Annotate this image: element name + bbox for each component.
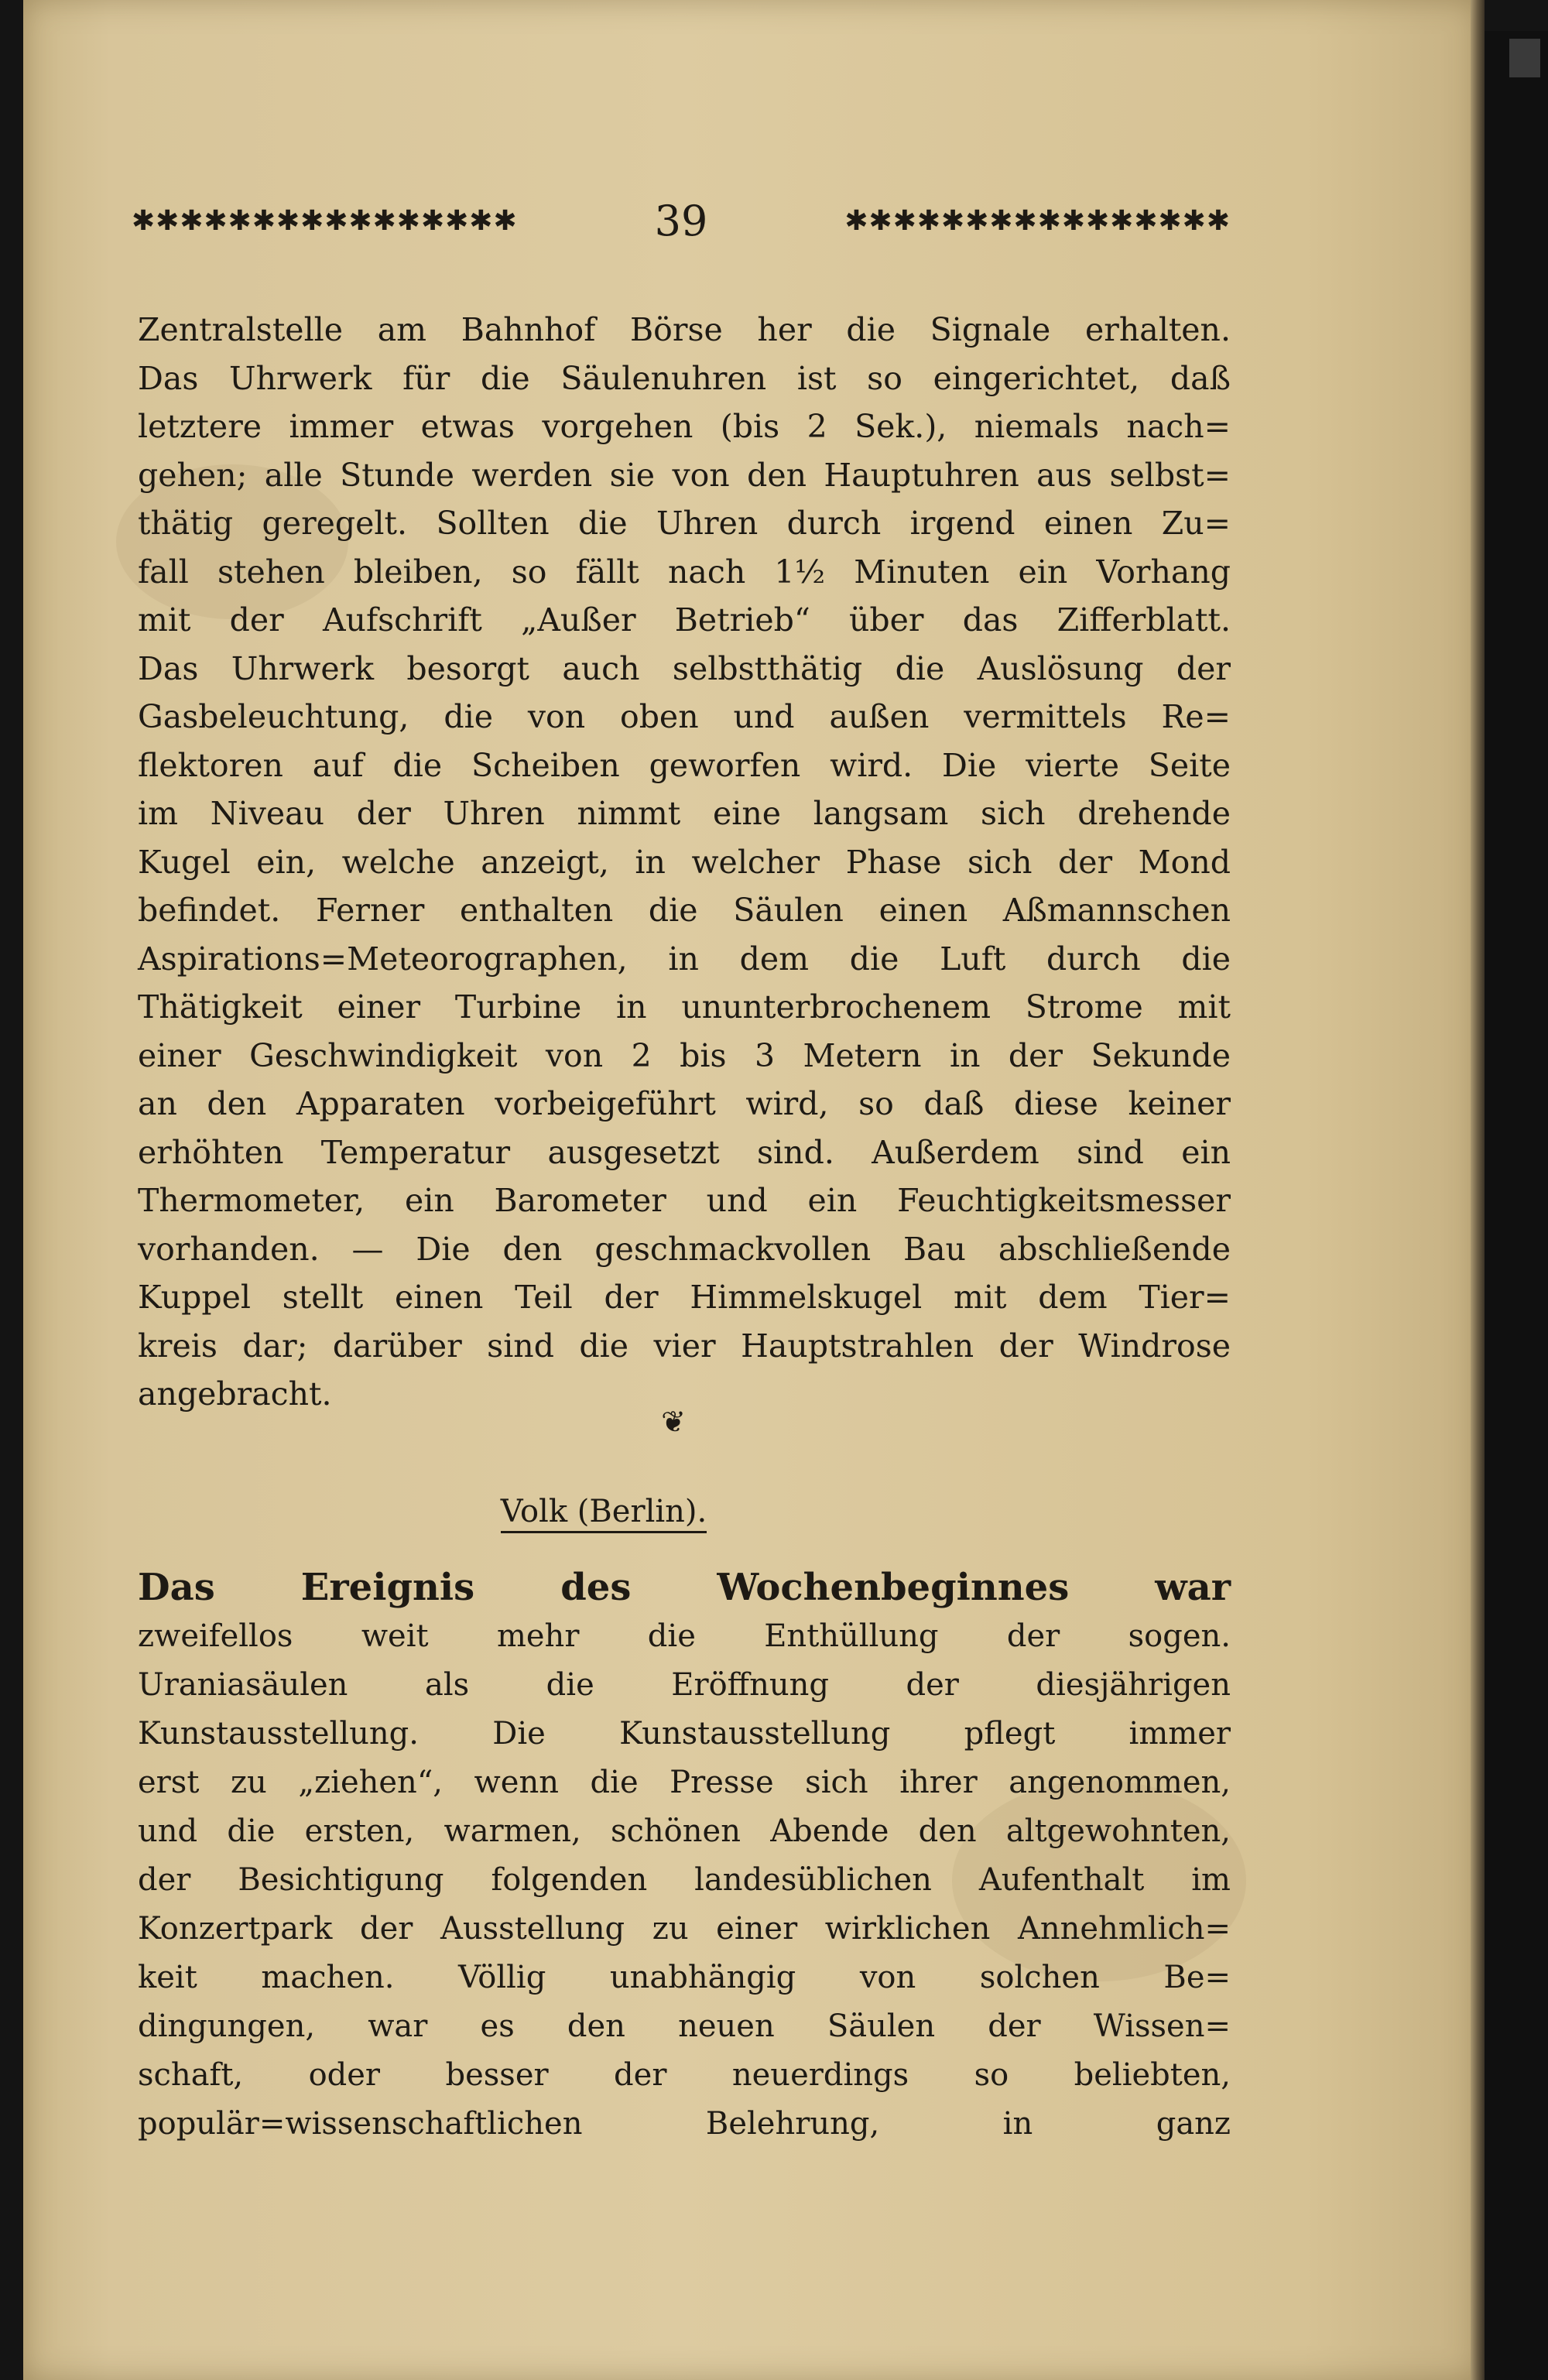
text-line: Aspirations=Meteorographen, in dem die Luft durch die	[138, 940, 1231, 978]
text-line: erst zu „ziehen“, wenn die Presse sich ihrer angenommen,	[138, 1765, 1231, 1800]
page-edge	[1471, 0, 1485, 2380]
text-line: Gasbeleuchtung, die von oben und außen vermittels Re=	[138, 698, 1231, 735]
text-line: Kuppel stellt einen Teil der Himmelskugel mit dem Tier=	[138, 1279, 1231, 1316]
text-line: einer Geschwindigkeit von 2 bis 3 Metern in der Sekunde	[138, 1036, 1231, 1074]
text-line: angebracht.	[138, 1375, 332, 1413]
article-continuation	[138, 306, 1231, 1419]
text-line: dingungen, war es den neuen Säulen der Wissen=	[138, 2008, 1231, 2044]
text-line: Konzertpark der Ausstellung zu einer wirklichen Annehmlich=	[138, 1911, 1231, 1947]
article-volk-berlin	[138, 1563, 1231, 2149]
text-line: der Besichtigung folgenden landesüblichen Aufenthalt im	[138, 1862, 1231, 1898]
text-line: Zentralstelle am Bahnhof Börse her die Signale erhalten.	[138, 311, 1231, 348]
text-line: Thermometer, ein Barometer und ein Feuchtigkeitsmesser	[138, 1182, 1231, 1219]
text-line: Thätigkeit einer Turbine in ununterbrochenem Strome mit	[138, 988, 1231, 1026]
text-line: Kugel ein, welche anzeigt, in welcher Phase sich der Mond	[138, 843, 1231, 881]
source-attribution	[410, 1494, 797, 1529]
text-line: kreis dar; darüber sind die vier Hauptstrahlen der Windrose	[138, 1327, 1231, 1365]
cover-corner	[1509, 39, 1540, 77]
text-line: zweifellos weit mehr die Enthüllung der sogen.	[138, 1618, 1231, 1654]
text-line: letztere immer etwas vorgehen (bis 2 Sek.), niemals nach=	[138, 408, 1231, 445]
text-line: populär=wissenschaftlichen Belehrung, in ganz	[138, 2106, 1231, 2142]
article-opening-line: Das Ereignis des Wochenbeginnes war	[138, 1566, 1231, 1609]
text-line: erhöhten Temperatur ausgesetzt sind. Außerdem sind ein	[138, 1133, 1231, 1171]
page-number: 39	[654, 196, 708, 245]
text-line: mit der Aufschrift „Außer Betrieb“ über das Zifferblatt.	[138, 601, 1231, 639]
source-label: Volk (Berlin).	[501, 1494, 707, 1533]
text-line: befindet. Ferner enthalten die Säulen einen Aßmannschen	[138, 892, 1231, 929]
text-line: schaft, oder besser der neuerdings so beliebten,	[138, 2057, 1231, 2093]
text-line: Kunstausstellung. Die Kunstausstellung pflegt immer	[138, 1716, 1231, 1752]
text-line: im Niveau der Uhren nimmt eine langsam sich drehende	[138, 795, 1231, 832]
header-ornament-right: ✱✱✱✱✱✱✱✱✱✱✱✱✱✱✱✱	[844, 204, 1231, 237]
text-line: thätig geregelt. Sollten die Uhren durch irgend einen Zu=	[138, 505, 1231, 542]
text-line: an den Apparaten vorbeigeführt wird, so daß diese keiner	[138, 1085, 1231, 1122]
header-ornament-left: ✱✱✱✱✱✱✱✱✱✱✱✱✱✱✱✱	[132, 204, 518, 237]
page-header	[132, 193, 1231, 248]
text-line: keit machen. Völlig unabhängig von solchen Be=	[138, 1960, 1231, 1995]
text-line: fall stehen bleiben, so fällt nach 1½ Minuten ein Vorhang	[138, 553, 1231, 591]
text-line: Das Uhrwerk besorgt auch selbstthätig die Auslösung der	[138, 649, 1231, 687]
text-line: vorhanden. — Die den geschmackvollen Bau abschließende	[138, 1230, 1231, 1268]
text-line: Das Uhrwerk für die Säulenuhren ist so eingerichtet, daß	[138, 359, 1231, 397]
section-divider-ornament: ❦	[661, 1405, 686, 1439]
text-line: Uraniasäulen als die Eröffnung der diesjährigen	[138, 1667, 1231, 1703]
text-line: flektoren auf die Scheiben geworfen wird. Die vierte Seite	[138, 746, 1231, 784]
text-line: und die ersten, warmen, schönen Abende den altgewohnten,	[138, 1813, 1231, 1849]
text-line: gehen; alle Stunde werden sie von den Hauptuhren aus selbst=	[138, 456, 1231, 494]
book-cover	[1485, 31, 1548, 2380]
